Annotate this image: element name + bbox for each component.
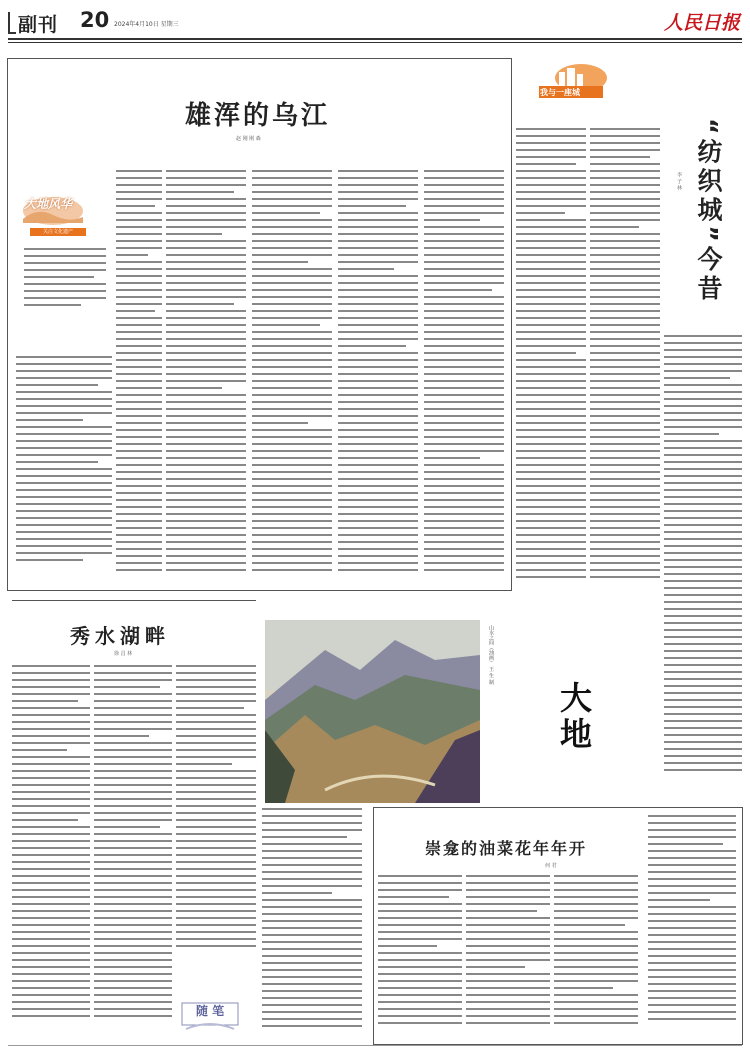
header-rule <box>8 38 742 40</box>
article-author-wujiang: 赵 刚 刚 森 <box>236 136 261 142</box>
footer-imprint <box>8 1045 742 1056</box>
article-fangzhicheng-col2 <box>590 128 660 604</box>
article-title-fangzhicheng: “纺织城”今昔 <box>694 118 723 304</box>
me-and-city-label: 我与一座城 <box>540 88 580 97</box>
oil-painting-icon <box>265 620 480 803</box>
article-title-chongkan: 崇龛的油菜花年年开 <box>425 839 588 858</box>
article-xiushui-col1 <box>12 665 90 1035</box>
article-xiushui-col4 <box>262 808 362 1038</box>
article-wujiang-col6 <box>424 170 504 582</box>
article-wujiang-col5 <box>338 170 418 582</box>
badge-title: 大地风华 <box>24 197 73 211</box>
article-author-chongkan: 何 君 <box>545 863 557 869</box>
date-line: 2024年4月10日 星期三 <box>114 21 179 28</box>
dadi-calligraphy: 大地 <box>560 679 593 753</box>
intro-blurb <box>24 248 106 338</box>
article-author-xiushui: 徐 昌 林 <box>114 651 133 657</box>
article-chongkan-col4 <box>648 815 736 1037</box>
article-wujiang-col1 <box>16 356 112 582</box>
article-title-wujiang: 雄浑的乌江 <box>185 101 331 131</box>
header-rule-thin <box>8 42 742 43</box>
suibi-label: 随 笔 <box>196 1004 225 1018</box>
header-bracket <box>8 12 16 34</box>
masthead-logo: 人民日报 <box>663 12 740 34</box>
article-xiushui-col2 <box>94 665 172 1035</box>
article-chongkan-col1 <box>378 875 462 1037</box>
article-xiushui-top-rule <box>12 600 256 601</box>
article-xiushui-col3 <box>176 665 256 965</box>
painting-caption: 山水之间（油画） 王 生 制 <box>488 625 494 685</box>
article-wujiang-col2 <box>116 170 162 582</box>
article-title-xiushui: 秀水湖畔 <box>70 624 170 648</box>
article-wujiang-col3 <box>166 170 246 582</box>
article-chongkan-col3 <box>554 875 638 1037</box>
article-fangzhicheng-col3 <box>664 335 742 795</box>
section-name: 副刊 <box>18 14 59 36</box>
article-author-fangzhicheng: 李 子 林 <box>676 172 682 191</box>
page-number: 20 <box>80 8 110 32</box>
article-fangzhicheng-col1 <box>516 128 586 604</box>
article-chongkan-col2 <box>466 875 550 1037</box>
badge-subtitle: 关注文化遗产 <box>30 228 86 236</box>
article-wujiang-col4 <box>252 170 332 582</box>
landscape-painting <box>265 620 480 803</box>
